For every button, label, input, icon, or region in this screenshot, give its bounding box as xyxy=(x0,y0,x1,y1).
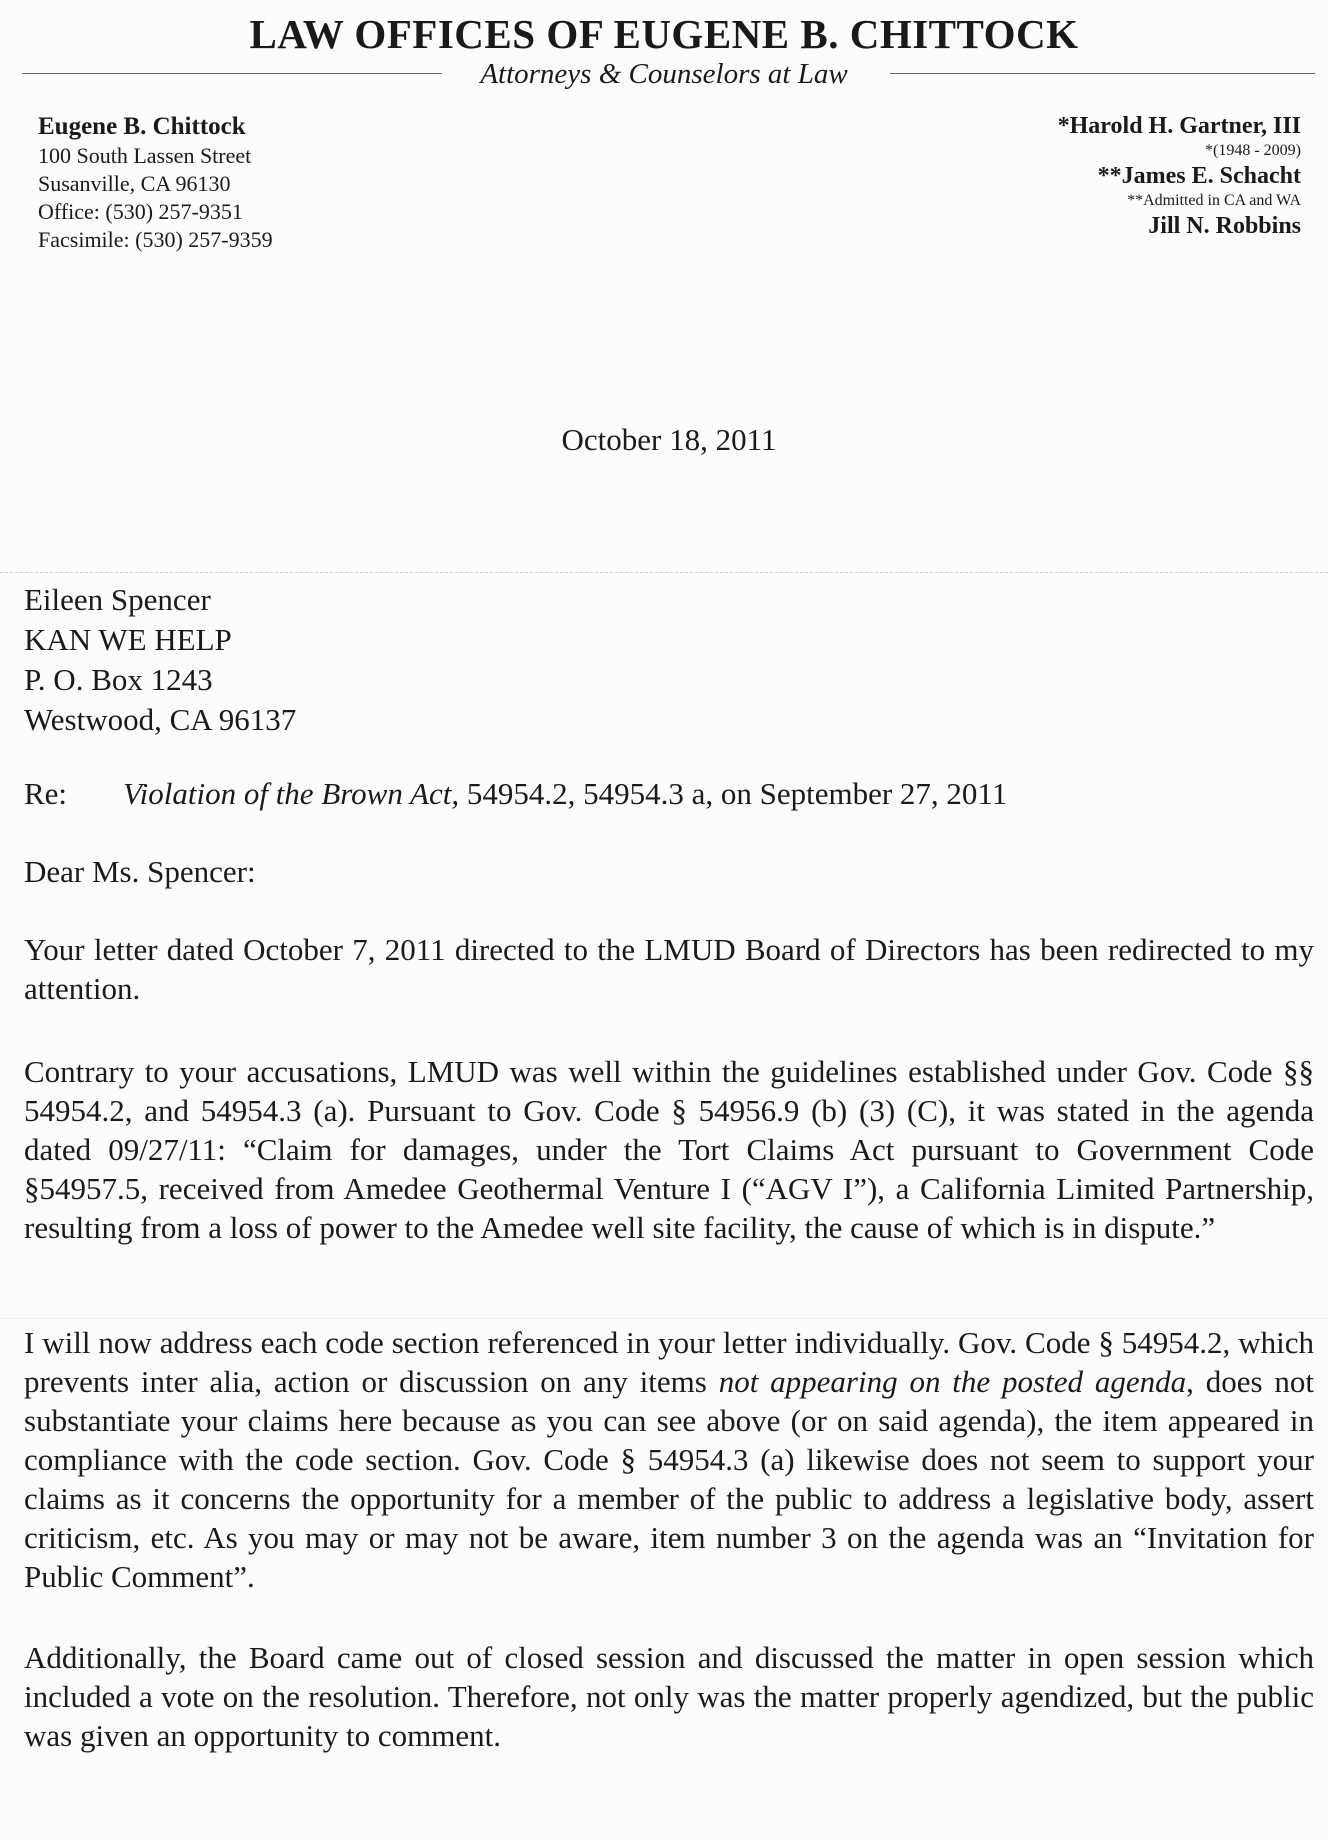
re-label: Re: xyxy=(24,776,68,811)
firm-tagline: Attorneys & Counselors at Law xyxy=(480,58,848,90)
sender-block xyxy=(38,112,273,254)
paper-fold-line xyxy=(0,572,1328,573)
body-paragraph-3 xyxy=(24,1323,1314,1596)
body-paragraph-4: Additionally, the Board came out of closed session and discussed the matter in open session which included a vote on the resolution. Therefore, not only was the matter properly agendized, but the public was given an opportunity to comment. xyxy=(24,1640,1314,1753)
body-paragraph-1: Your letter dated October 7, 2011 directed to the LMUD Board of Directors has been redirected to my attention. xyxy=(24,932,1314,1006)
sender-street: 100 South Lassen Street xyxy=(38,143,252,168)
sender-city: Susanville, CA 96130 xyxy=(38,171,231,196)
partner-1-name: *Harold H. Gartner, III xyxy=(1057,113,1301,139)
partners-block xyxy=(1058,112,1301,240)
sender-name: Eugene B. Chittock xyxy=(38,113,246,140)
re-subject-italic: Violation of the Brown Act, xyxy=(123,776,460,811)
letter-date: October 18, 2011 xyxy=(561,422,777,457)
re-line xyxy=(24,774,1007,814)
partner-1-note: *(1948 - 2009) xyxy=(1205,142,1301,159)
paper-fold-line-2 xyxy=(0,1318,1328,1319)
firm-name: LAW OFFICES OF EUGENE B. CHITTOCK xyxy=(249,11,1079,57)
body-paragraph-2: Contrary to your accusations, LMUD was well within the guidelines established under Gov. Code §§ 54954.2, and 54954.3 (a). Pursuant to Gov. Code § 54956.9 (b) (3) (C), it was stated in the agenda dated 09/27/11: “Claim for damages, under the Tort Claims Act pursuant to Government Code §54957.5, received from Amedee Geothermal Venture I (“AGV I”), a California Limited Partnership, resulting from a loss of power to the Amedee well site facility, the cause of which is in dispute.” xyxy=(24,1054,1314,1245)
recipient-city: Westwood, CA 96137 xyxy=(24,702,297,737)
body-paragraph-3-italic: not appearing on the posted agenda xyxy=(718,1364,1187,1399)
partner-2-note: **Admitted in CA and WA xyxy=(1127,192,1301,209)
salutation: Dear Ms. Spencer: xyxy=(24,854,256,889)
partner-3-name: Jill N. Robbins xyxy=(1148,213,1301,239)
body-paragraph-3-part-a: I will now address each code section referenced in your letter individually. Gov. Code § 54954.2, which prevents inter alia, action or discussion on any items xyxy=(24,1325,1314,1399)
partner-2-name: **James E. Schacht xyxy=(1097,163,1301,189)
re-subject-rest: 54954.2, 54954.3 a, on September 27, 2011 xyxy=(459,776,1008,811)
sender-office-phone: Office: (530) 257-9351 xyxy=(38,199,243,224)
recipient-block xyxy=(24,580,296,740)
sender-fax: Facsimile: (530) 257-9359 xyxy=(38,227,273,252)
recipient-name: Eileen Spencer xyxy=(24,582,211,617)
body-paragraph-3-part-b: , does not substantiate your claims here because as you can see above (or on said agenda), the item appeared in compliance with the code section. Gov. Code § 54954.3 (a) likewise does not seem to support your claims as it concerns the opportunity for a member of the public to address a legislative body, assert criticism, etc. As you may or may not be aware, item number 3 on the agenda was an “Invitation for Public Comment”. xyxy=(24,1364,1314,1594)
recipient-org: KAN WE HELP xyxy=(24,622,232,657)
recipient-po-box: P. O. Box 1243 xyxy=(24,662,213,697)
